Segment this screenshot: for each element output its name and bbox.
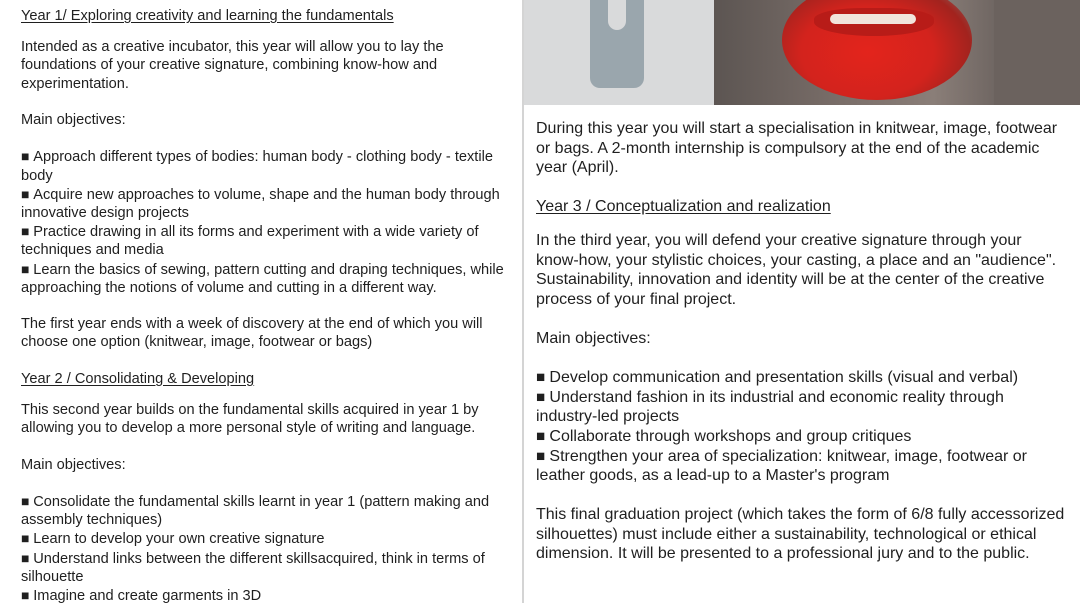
year1-objectives-label: Main objectives: bbox=[21, 112, 126, 128]
year1-objective-item: ■ Acquire new approaches to volume, shape and the human body through innovative design projects bbox=[21, 185, 522, 222]
year3-objective-item: ■ Develop communication and presentation skills (visual and verbal) bbox=[536, 368, 1068, 388]
year3-intro: In the third year, you will defend your creative signature through your know-how, your stylistic choices, your casting, a place and an "audience". Sustainability, innovation and identity will be at the center of the creative process of your final project. bbox=[536, 231, 1057, 308]
year1-objective-item: ■ Learn the basics of sewing, pattern cutting and draping techniques, while approaching the notions of volume and cutting in a different way. bbox=[21, 260, 522, 297]
year3-objective-item: ■ Collaborate through workshops and group critiques bbox=[536, 427, 1068, 447]
left-column bbox=[0, 0, 522, 603]
year2-objectives-label: Main objectives: bbox=[21, 456, 126, 473]
year2-continued: During this year you will start a specialisation in knitwear, image, footwear or bags. A 2-month internship is compulsory at the end of the academic year (April). bbox=[536, 120, 1058, 177]
year2-heading: Year 2 / Consolidating & Developing bbox=[21, 370, 255, 387]
photo-shadow bbox=[994, 0, 1080, 105]
year3-objectives-label: Main objectives: bbox=[536, 329, 651, 347]
year1-heading: Year 1/ Exploring creativity and learning the fundamentals bbox=[21, 8, 394, 24]
photo-shape-notch bbox=[608, 0, 626, 30]
year3-objective-item: ■ Strengthen your area of specialization: knitwear, image, footwear or leather goods, as a lead-up to a Master's program bbox=[536, 447, 1068, 486]
year2-objective-item: ■ Understand links between the different skillsacquired, think in terms of silhouette bbox=[21, 549, 522, 586]
right-column bbox=[524, 0, 1080, 603]
year2-objective-item: ■ Learn to develop your own creative signature bbox=[21, 529, 522, 548]
photo-teeth bbox=[830, 14, 916, 24]
year3-closing: This final graduation project (which takes the form of 6/8 fully accessorized silhouettes) must include either a sustainability, technological or ethical dimension. It will be presented to a professional jury and to the public. bbox=[536, 506, 1065, 563]
year3-objective-item: ■ Understand fashion in its industrial and economic reality through industry-led projects bbox=[536, 388, 1068, 427]
year1-objective-item: ■ Approach different types of bodies: human body - clothing body - textile body bbox=[21, 147, 522, 184]
year3-heading: Year 3 / Conceptualization and realization bbox=[536, 198, 831, 216]
right-text-block bbox=[524, 105, 1080, 564]
painted-lips-photo bbox=[524, 0, 1080, 105]
year1-closing: The first year ends with a week of discovery at the end of which you will choose one option (knitwear, image, footwear or bags) bbox=[21, 316, 483, 351]
year1-objective-item: ■ Practice drawing in all its forms and experiment with a wide variety of techniques and media bbox=[21, 222, 522, 259]
year1-intro: Intended as a creative incubator, this year will allow you to lay the foundations of your creative signature, combining know-how and experimentation. bbox=[21, 39, 444, 92]
year2-objective-item: ■ Consolidate the fundamental skills learnt in year 1 (pattern making and assembly techniques) bbox=[21, 492, 522, 529]
year2-intro: This second year builds on the fundamental skills acquired in year 1 by allowing you to develop a more personal style of writing and language. bbox=[21, 402, 479, 437]
year2-objective-item: ■ Imagine and create garments in 3D bbox=[21, 586, 522, 603]
